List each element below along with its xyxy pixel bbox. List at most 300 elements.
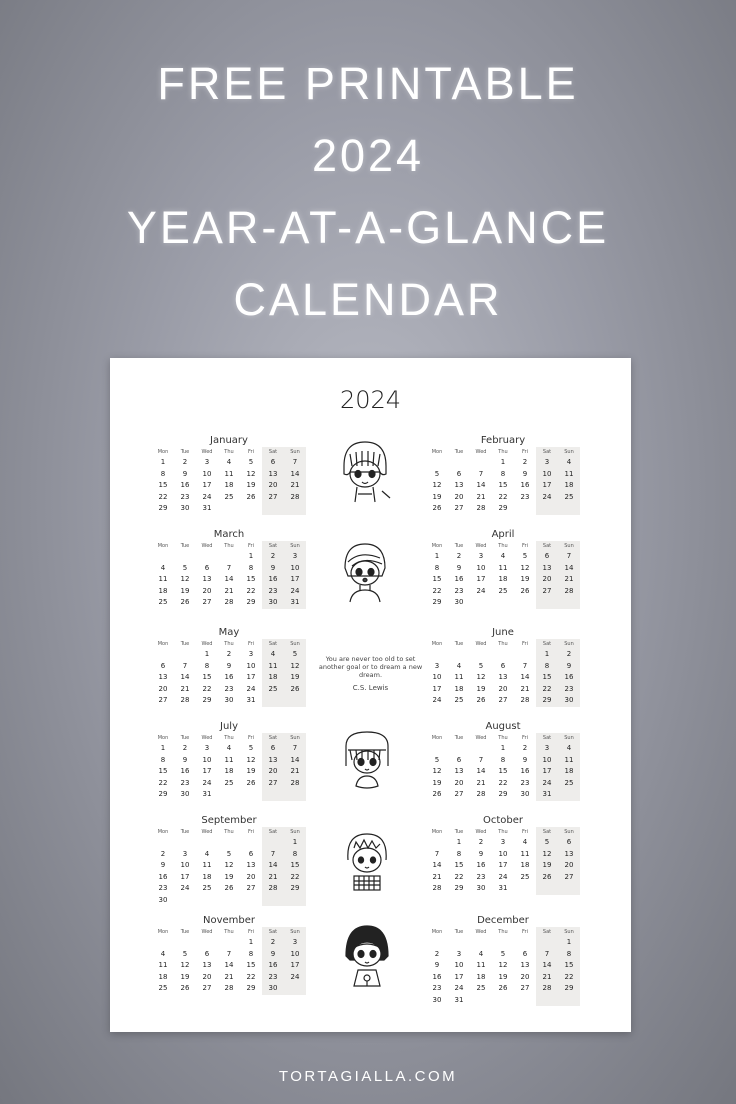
day-cell: 28 bbox=[564, 586, 574, 595]
weekday-header: Thu bbox=[498, 543, 508, 549]
day-cell: 7 bbox=[566, 552, 572, 560]
day-cell: 1 bbox=[292, 838, 298, 846]
day-cell: 6 bbox=[248, 849, 254, 858]
day-cell: 14 bbox=[476, 767, 486, 775]
day-cell: 13 bbox=[202, 575, 212, 583]
empty-day bbox=[448, 743, 470, 755]
weekday-header: Sat bbox=[542, 929, 552, 935]
day-cell: 21 bbox=[224, 972, 234, 981]
day-cell: 28 bbox=[268, 884, 278, 892]
day-cell: 24 bbox=[542, 778, 552, 787]
day-cell: 7 bbox=[182, 661, 188, 670]
day-cell: 29 bbox=[542, 696, 552, 704]
day-cell: 28 bbox=[180, 696, 190, 704]
day-cell: 10 bbox=[542, 469, 552, 478]
calendar-sheet bbox=[110, 358, 631, 1032]
month-name: November bbox=[202, 915, 256, 926]
day-cell: 1 bbox=[160, 744, 166, 752]
weekday-header: Sat bbox=[268, 829, 278, 835]
day-cell: 22 bbox=[290, 872, 300, 881]
day-cell: 29 bbox=[246, 984, 256, 992]
month-grid bbox=[426, 639, 580, 707]
month-february bbox=[426, 434, 580, 515]
day-cell: 1 bbox=[248, 938, 254, 946]
day-cell: 27 bbox=[454, 504, 464, 512]
day-cell: 16 bbox=[268, 575, 278, 583]
day-cell: 10 bbox=[290, 949, 300, 958]
day-cell: 5 bbox=[182, 563, 188, 572]
day-cell: 31 bbox=[246, 696, 256, 704]
weekday-header: Mon bbox=[431, 449, 443, 455]
day-cell: 21 bbox=[268, 872, 278, 881]
day-cell: 1 bbox=[544, 650, 550, 658]
day-cell: 29 bbox=[246, 598, 256, 606]
day-cell: 25 bbox=[158, 984, 168, 992]
day-cell: 17 bbox=[290, 575, 300, 583]
day-cell: 3 bbox=[204, 458, 210, 466]
weekday-header: Mon bbox=[431, 929, 443, 935]
month-name: June bbox=[492, 627, 514, 638]
empty-day bbox=[152, 551, 174, 563]
weekday-header: Tue bbox=[454, 641, 464, 647]
day-cell: 21 bbox=[520, 684, 530, 693]
weekday-header: Fri bbox=[248, 543, 254, 549]
empty-day bbox=[152, 649, 174, 661]
day-cell: 18 bbox=[268, 673, 278, 681]
day-cell: 20 bbox=[158, 684, 168, 693]
month-grid bbox=[152, 639, 306, 707]
day-cell: 25 bbox=[202, 884, 212, 892]
empty-day bbox=[492, 937, 514, 949]
day-cell: 26 bbox=[290, 684, 300, 693]
day-cell: 19 bbox=[476, 684, 486, 693]
weekday-header: Wed bbox=[475, 543, 487, 549]
day-cell: 19 bbox=[432, 778, 442, 787]
day-cell: 18 bbox=[224, 481, 234, 489]
day-cell: 8 bbox=[456, 849, 462, 858]
weekday-header: Thu bbox=[498, 449, 508, 455]
month-name: December bbox=[477, 915, 529, 926]
day-cell: 11 bbox=[224, 755, 234, 764]
month-name: January bbox=[210, 435, 248, 446]
day-cell: 14 bbox=[180, 673, 190, 681]
day-cell: 10 bbox=[454, 961, 464, 969]
day-cell: 14 bbox=[542, 961, 552, 969]
day-cell: 9 bbox=[434, 961, 440, 969]
empty-day bbox=[196, 937, 218, 949]
weekday-header: Fri bbox=[522, 829, 528, 835]
day-cell: 4 bbox=[500, 552, 506, 560]
month-june bbox=[426, 626, 580, 707]
day-cell: 21 bbox=[476, 778, 486, 787]
day-cell: 4 bbox=[270, 650, 276, 658]
day-cell: 6 bbox=[204, 563, 210, 572]
weekday-header: Wed bbox=[201, 929, 213, 935]
day-cell: 21 bbox=[180, 684, 190, 693]
weekday-header: Thu bbox=[498, 735, 508, 741]
day-cell: 5 bbox=[544, 838, 550, 846]
day-cell: 18 bbox=[476, 972, 486, 981]
month-name: October bbox=[482, 815, 524, 826]
day-cell: 20 bbox=[564, 861, 574, 869]
day-cell: 6 bbox=[566, 838, 572, 846]
day-cell: 3 bbox=[292, 938, 298, 946]
day-cell: 5 bbox=[292, 650, 298, 658]
day-cell: 27 bbox=[246, 884, 256, 892]
weekday-header: Sun bbox=[290, 829, 300, 835]
weekday-header: Wed bbox=[201, 735, 213, 741]
day-cell: 17 bbox=[454, 972, 464, 981]
day-cell: 22 bbox=[246, 586, 256, 595]
day-cell: 2 bbox=[456, 552, 462, 560]
month-march bbox=[152, 528, 306, 609]
day-cell: 15 bbox=[542, 673, 552, 681]
empty-day bbox=[448, 457, 470, 469]
day-cell: 13 bbox=[564, 849, 574, 858]
day-cell: 12 bbox=[290, 661, 300, 670]
day-cell: 1 bbox=[160, 458, 166, 466]
day-cell: 5 bbox=[434, 755, 440, 764]
day-cell: 8 bbox=[500, 755, 506, 764]
day-cell: 2 bbox=[522, 458, 528, 466]
month-name: July bbox=[220, 721, 238, 732]
day-cell: 14 bbox=[432, 861, 442, 869]
month-grid bbox=[152, 827, 306, 906]
weekday-header: Wed bbox=[475, 735, 487, 741]
day-cell: 21 bbox=[542, 972, 552, 981]
day-cell: 29 bbox=[290, 884, 300, 892]
day-cell: 31 bbox=[202, 504, 212, 512]
day-cell: 14 bbox=[268, 861, 278, 869]
day-cell: 10 bbox=[290, 563, 300, 572]
day-cell: 4 bbox=[226, 458, 232, 466]
day-cell: 9 bbox=[182, 755, 188, 764]
day-cell: 15 bbox=[246, 575, 256, 583]
day-cell: 27 bbox=[564, 872, 574, 881]
weekday-header: Thu bbox=[498, 641, 508, 647]
day-cell: 17 bbox=[542, 481, 552, 489]
day-cell: 17 bbox=[180, 872, 190, 881]
weekday-header: Sun bbox=[564, 929, 574, 935]
day-cell: 22 bbox=[432, 586, 442, 595]
empty-day bbox=[426, 743, 448, 755]
day-cell: 11 bbox=[564, 755, 574, 764]
day-cell: 4 bbox=[160, 563, 166, 572]
day-cell: 24 bbox=[202, 492, 212, 501]
month-grid bbox=[152, 927, 306, 995]
day-cell: 26 bbox=[246, 492, 256, 501]
day-cell: 12 bbox=[476, 673, 486, 681]
empty-day bbox=[470, 743, 492, 755]
day-cell: 11 bbox=[158, 961, 168, 969]
day-cell: 26 bbox=[432, 790, 442, 798]
day-cell: 14 bbox=[564, 563, 574, 572]
day-cell: 4 bbox=[160, 949, 166, 958]
day-cell: 3 bbox=[248, 650, 254, 658]
weekday-header: Tue bbox=[180, 449, 190, 455]
day-cell: 19 bbox=[498, 972, 508, 981]
day-cell: 13 bbox=[246, 861, 256, 869]
day-cell: 26 bbox=[224, 884, 234, 892]
empty-day bbox=[196, 837, 218, 849]
day-cell: 13 bbox=[542, 563, 552, 572]
day-cell: 26 bbox=[432, 504, 442, 512]
empty-day bbox=[426, 649, 448, 661]
day-cell: 23 bbox=[564, 684, 574, 693]
day-cell: 25 bbox=[564, 778, 574, 787]
day-cell: 13 bbox=[454, 481, 464, 489]
day-cell: 3 bbox=[500, 838, 506, 846]
day-cell: 28 bbox=[432, 884, 442, 892]
headline bbox=[0, 48, 736, 336]
girl-doodle-4-icon bbox=[332, 826, 402, 896]
day-cell: 14 bbox=[224, 575, 234, 583]
day-cell: 19 bbox=[246, 481, 256, 489]
weekday-header: Thu bbox=[224, 929, 234, 935]
day-cell: 1 bbox=[500, 458, 506, 466]
weekday-header: Thu bbox=[498, 829, 508, 835]
empty-day bbox=[492, 649, 514, 661]
day-cell: 12 bbox=[520, 563, 530, 572]
quote-author: C.S. Lewis bbox=[352, 684, 389, 692]
weekday-header: Sun bbox=[290, 735, 300, 741]
empty-day bbox=[514, 649, 536, 661]
weekday-header: Sun bbox=[564, 641, 574, 647]
day-cell: 31 bbox=[202, 790, 212, 798]
day-cell: 30 bbox=[476, 884, 486, 892]
day-cell: 16 bbox=[520, 481, 530, 489]
day-cell: 3 bbox=[292, 552, 298, 560]
headline-line-4: CALENDAR bbox=[233, 274, 503, 325]
day-cell: 18 bbox=[454, 684, 464, 693]
weekday-header: Mon bbox=[157, 829, 169, 835]
day-cell: 23 bbox=[180, 778, 190, 787]
girl-doodle-5-icon bbox=[332, 920, 402, 990]
day-cell: 17 bbox=[246, 673, 256, 681]
day-cell: 18 bbox=[520, 861, 530, 869]
month-name: March bbox=[213, 529, 245, 540]
girl-doodle-1-icon bbox=[330, 436, 400, 506]
weekday-header: Fri bbox=[522, 543, 528, 549]
day-cell: 2 bbox=[182, 744, 188, 752]
day-cell: 10 bbox=[476, 563, 486, 572]
weekday-header: Fri bbox=[248, 929, 254, 935]
day-cell: 1 bbox=[566, 938, 572, 946]
weekday-header: Mon bbox=[157, 641, 169, 647]
day-cell: 19 bbox=[180, 972, 190, 981]
weekday-header: Wed bbox=[201, 829, 213, 835]
empty-day bbox=[174, 937, 196, 949]
day-cell: 28 bbox=[476, 790, 486, 798]
month-november bbox=[152, 914, 306, 995]
headline-line-2: 2024 bbox=[311, 130, 425, 181]
day-cell: 13 bbox=[268, 755, 278, 764]
day-cell: 28 bbox=[542, 984, 552, 992]
day-cell: 18 bbox=[224, 767, 234, 775]
day-cell: 20 bbox=[268, 767, 278, 775]
day-cell: 27 bbox=[542, 586, 552, 595]
weekday-header: Wed bbox=[475, 929, 487, 935]
weekday-header: Tue bbox=[454, 449, 464, 455]
day-cell: 9 bbox=[160, 861, 166, 869]
weekday-header: Wed bbox=[201, 641, 213, 647]
weekday-header: Sun bbox=[290, 449, 300, 455]
day-cell: 15 bbox=[564, 961, 574, 969]
day-cell: 6 bbox=[456, 755, 462, 764]
day-cell: 20 bbox=[202, 586, 212, 595]
day-cell: 13 bbox=[454, 767, 464, 775]
empty-day bbox=[426, 457, 448, 469]
day-cell: 7 bbox=[226, 949, 232, 958]
day-cell: 6 bbox=[456, 469, 462, 478]
month-grid bbox=[426, 827, 580, 895]
day-cell: 7 bbox=[292, 458, 298, 466]
day-cell: 2 bbox=[226, 650, 232, 658]
day-cell: 29 bbox=[202, 696, 212, 704]
day-cell: 26 bbox=[246, 778, 256, 787]
weekday-header: Tue bbox=[454, 735, 464, 741]
weekday-header: Fri bbox=[522, 735, 528, 741]
day-cell: 27 bbox=[158, 696, 168, 704]
day-cell: 6 bbox=[522, 949, 528, 958]
day-cell: 30 bbox=[268, 984, 278, 992]
day-cell: 5 bbox=[434, 469, 440, 478]
day-cell: 23 bbox=[454, 586, 464, 595]
day-cell: 3 bbox=[544, 458, 550, 466]
day-cell: 28 bbox=[224, 598, 234, 606]
month-july bbox=[152, 720, 306, 801]
day-cell: 26 bbox=[180, 598, 190, 606]
day-cell: 22 bbox=[454, 872, 464, 881]
empty-day bbox=[514, 937, 536, 949]
empty-day bbox=[448, 649, 470, 661]
day-cell: 10 bbox=[246, 661, 256, 670]
day-cell: 11 bbox=[224, 469, 234, 478]
day-cell: 6 bbox=[160, 661, 166, 670]
day-cell: 23 bbox=[224, 684, 234, 693]
day-cell: 4 bbox=[522, 838, 528, 846]
weekday-header: Sun bbox=[564, 829, 574, 835]
day-cell: 23 bbox=[476, 872, 486, 881]
day-cell: 12 bbox=[246, 755, 256, 764]
day-cell: 13 bbox=[202, 961, 212, 969]
day-cell: 22 bbox=[246, 972, 256, 981]
day-cell: 20 bbox=[542, 575, 552, 583]
day-cell: 17 bbox=[202, 767, 212, 775]
day-cell: 7 bbox=[544, 949, 550, 958]
day-cell: 12 bbox=[432, 481, 442, 489]
day-cell: 19 bbox=[290, 673, 300, 681]
weekday-header: Wed bbox=[475, 449, 487, 455]
day-cell: 7 bbox=[434, 849, 440, 858]
empty-day bbox=[174, 649, 196, 661]
weekday-header: Sat bbox=[268, 449, 278, 455]
day-cell: 2 bbox=[182, 458, 188, 466]
day-cell: 28 bbox=[290, 492, 300, 501]
day-cell: 14 bbox=[476, 481, 486, 489]
weekday-header: Thu bbox=[224, 449, 234, 455]
day-cell: 6 bbox=[270, 744, 276, 752]
empty-day bbox=[470, 457, 492, 469]
weekday-header: Sat bbox=[542, 829, 552, 835]
day-cell: 1 bbox=[434, 552, 440, 560]
weekday-header: Sun bbox=[290, 929, 300, 935]
weekday-header: Thu bbox=[224, 641, 234, 647]
day-cell: 4 bbox=[204, 849, 210, 858]
weekday-header: Sat bbox=[268, 735, 278, 741]
day-cell: 25 bbox=[454, 696, 464, 704]
month-grid bbox=[426, 733, 580, 801]
day-cell: 15 bbox=[202, 673, 212, 681]
weekday-header: Wed bbox=[201, 543, 213, 549]
day-cell: 24 bbox=[498, 872, 508, 881]
day-cell: 11 bbox=[202, 861, 212, 869]
weekday-header: Thu bbox=[498, 929, 508, 935]
day-cell: 11 bbox=[498, 563, 508, 572]
day-cell: 31 bbox=[542, 790, 552, 798]
day-cell: 17 bbox=[202, 481, 212, 489]
day-cell: 2 bbox=[522, 744, 528, 752]
day-cell: 27 bbox=[268, 492, 278, 501]
day-cell: 3 bbox=[478, 552, 484, 560]
day-cell: 11 bbox=[454, 673, 464, 681]
weekday-header: Tue bbox=[180, 641, 190, 647]
day-cell: 2 bbox=[478, 838, 484, 846]
month-name: May bbox=[218, 627, 240, 638]
calendar-year: 2024 bbox=[339, 386, 402, 414]
empty-day bbox=[426, 937, 448, 949]
day-cell: 6 bbox=[544, 552, 550, 560]
day-cell: 10 bbox=[432, 673, 442, 681]
day-cell: 9 bbox=[270, 563, 276, 572]
day-cell: 22 bbox=[202, 684, 212, 693]
day-cell: 11 bbox=[564, 469, 574, 478]
day-cell: 17 bbox=[432, 684, 442, 693]
day-cell: 13 bbox=[498, 673, 508, 681]
day-cell: 7 bbox=[478, 755, 484, 764]
day-cell: 15 bbox=[498, 767, 508, 775]
day-cell: 6 bbox=[500, 661, 506, 670]
day-cell: 19 bbox=[542, 861, 552, 869]
day-cell: 19 bbox=[520, 575, 530, 583]
month-grid bbox=[426, 541, 580, 609]
day-cell: 16 bbox=[268, 961, 278, 969]
day-cell: 3 bbox=[434, 661, 440, 670]
day-cell: 25 bbox=[564, 492, 574, 501]
day-cell: 14 bbox=[290, 755, 300, 764]
day-cell: 19 bbox=[246, 767, 256, 775]
weekday-header: Sat bbox=[542, 735, 552, 741]
month-october bbox=[426, 814, 580, 895]
weekday-header: Fri bbox=[522, 929, 528, 935]
weekday-header: Mon bbox=[431, 735, 443, 741]
weekday-header: Mon bbox=[157, 449, 169, 455]
quote-block bbox=[315, 655, 426, 692]
empty-day bbox=[218, 551, 240, 563]
quote-text: You are never too old to set another goal or to dream a new dream. bbox=[318, 655, 423, 679]
day-cell: 8 bbox=[434, 563, 440, 572]
day-cell: 13 bbox=[520, 961, 530, 969]
weekday-header: Mon bbox=[431, 829, 443, 835]
empty-day bbox=[470, 649, 492, 661]
day-cell: 5 bbox=[478, 661, 484, 670]
empty-day bbox=[196, 551, 218, 563]
day-cell: 24 bbox=[432, 696, 442, 704]
day-cell: 27 bbox=[202, 984, 212, 992]
day-cell: 15 bbox=[290, 861, 300, 869]
day-cell: 9 bbox=[478, 849, 484, 858]
weekday-header: Fri bbox=[248, 449, 254, 455]
